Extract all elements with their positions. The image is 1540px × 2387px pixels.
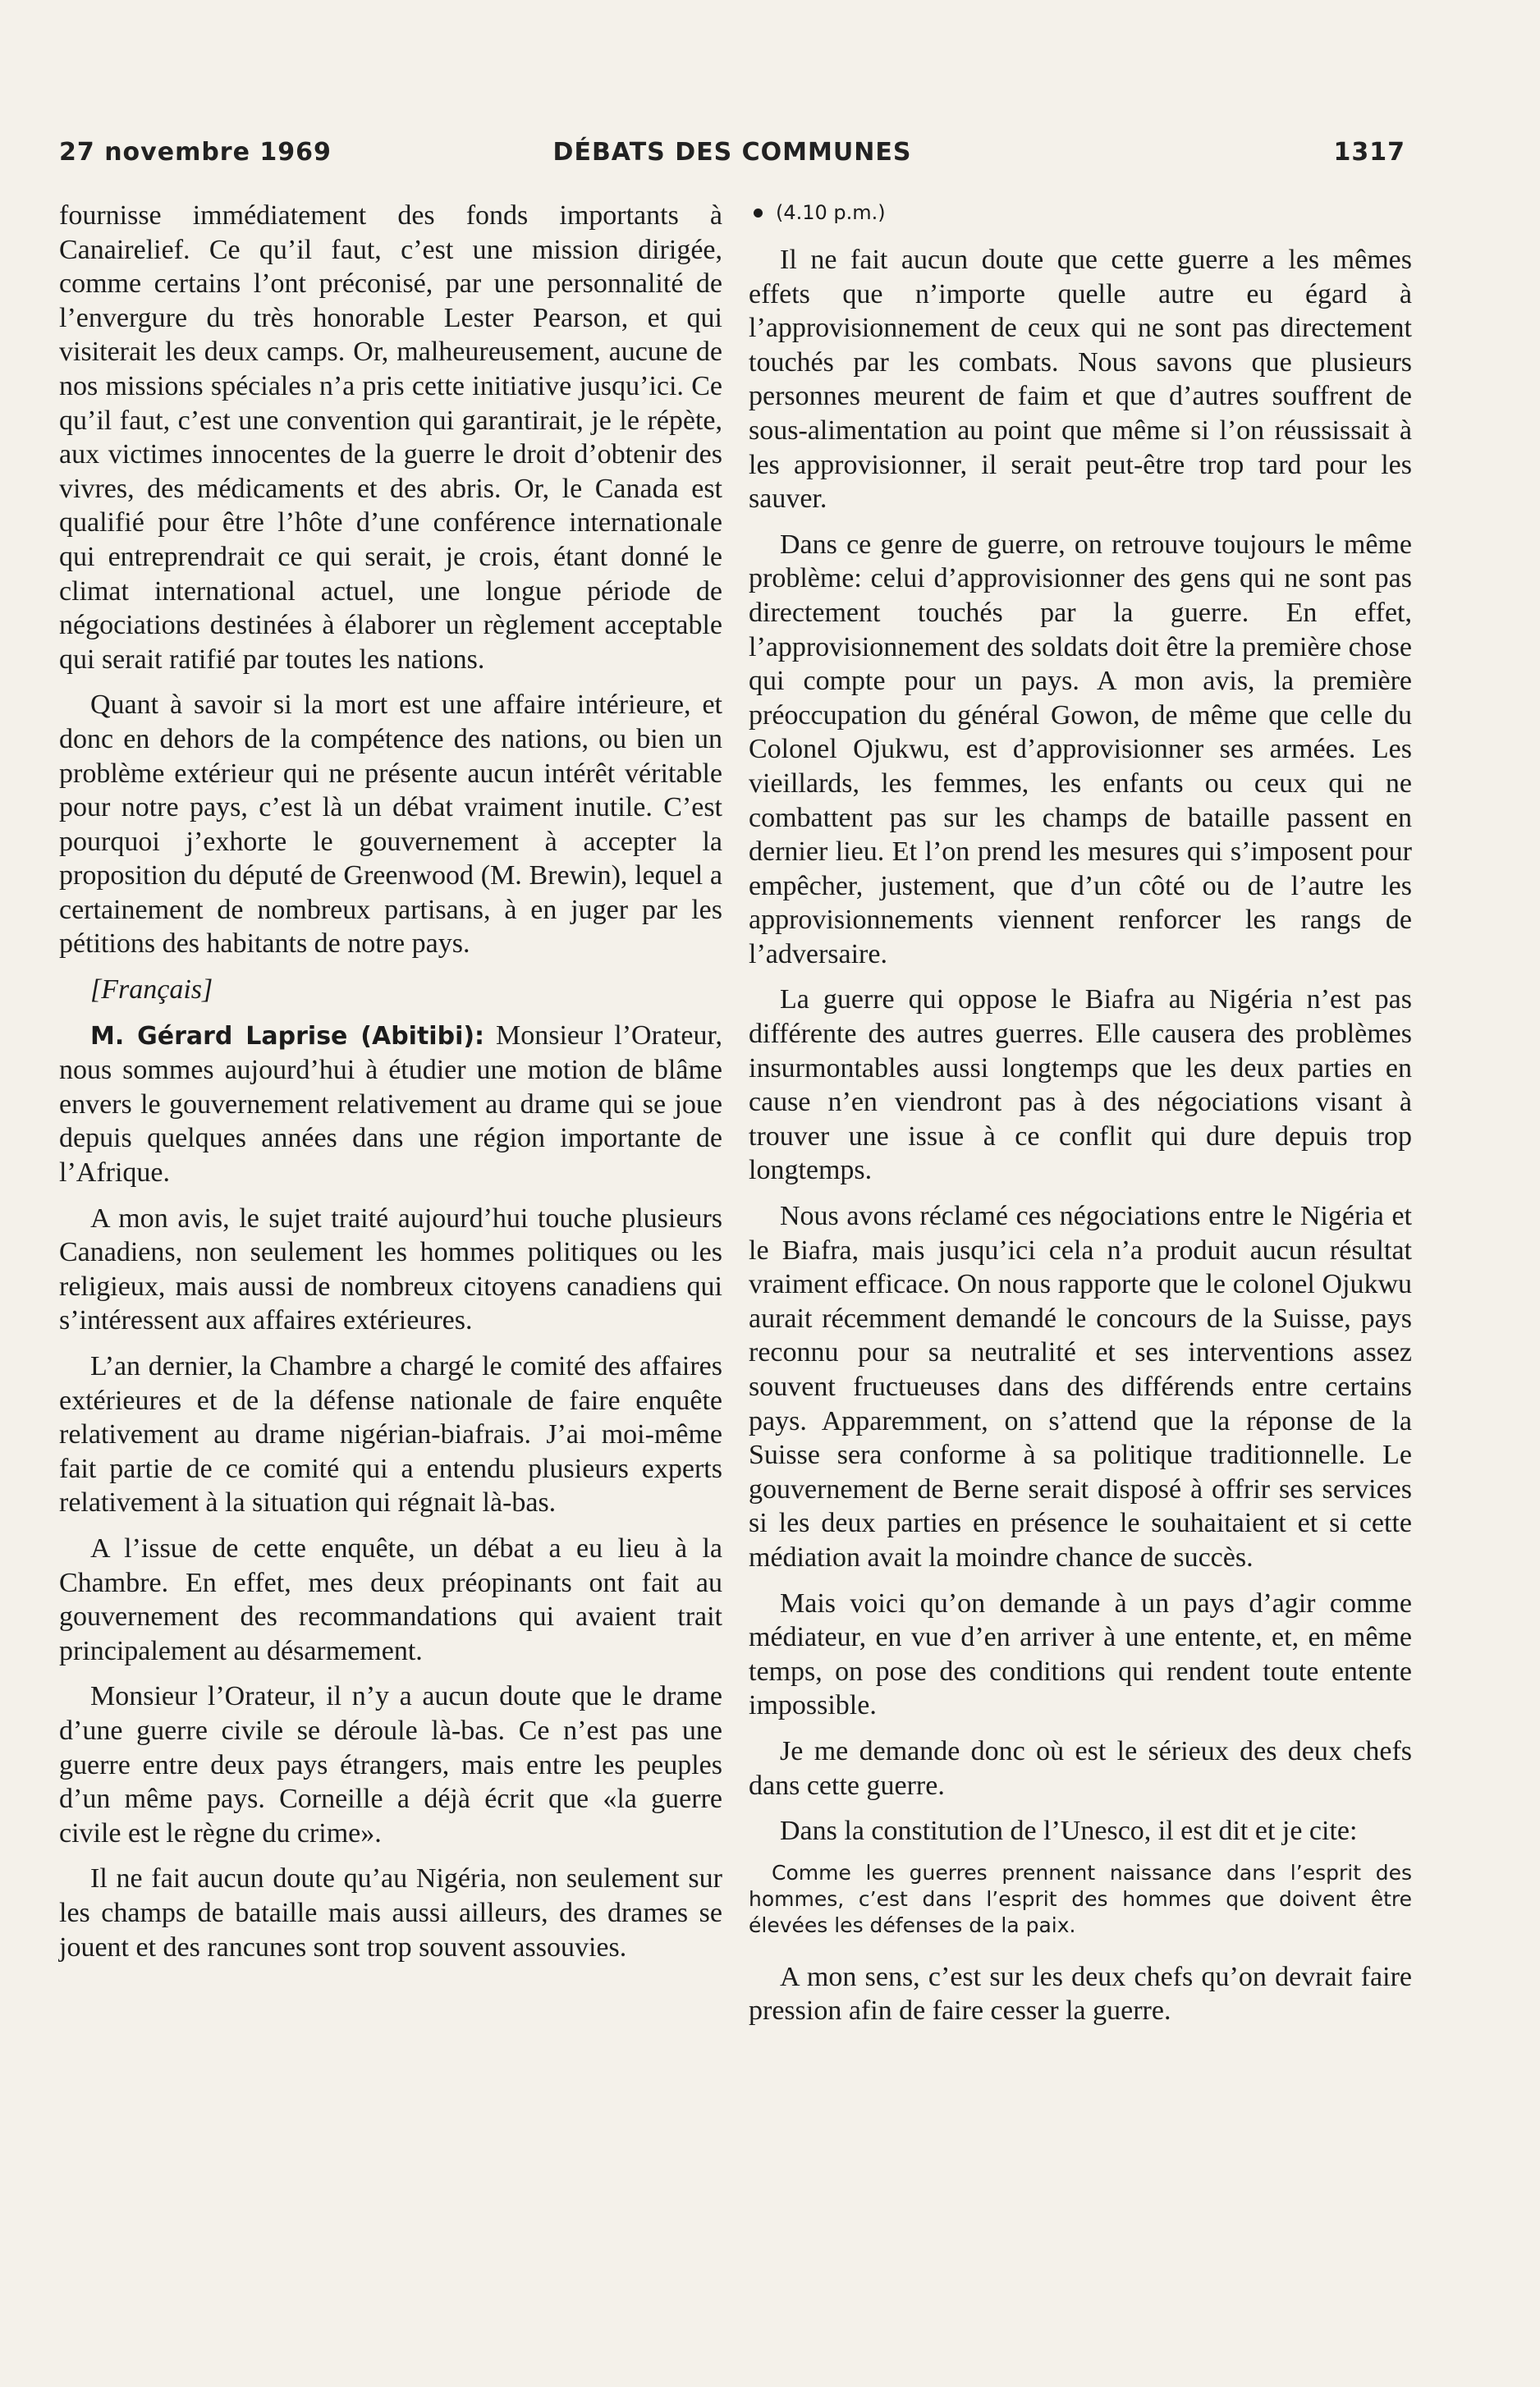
- left-paragraph-3: [59, 1019, 722, 1190]
- left-paragraph-6: A l’issue de cette enquête, un débat a eu lieu à la Chambre. En effet, mes deux préopinants ont fait au gouvernement des recommandations qui avaient trait principalement au désarmement.: [59, 1533, 722, 1666]
- left-paragraph-8: Il ne fait aucun doute qu’au Nigéria, non seulement sur les champs de bataille mais aussi ailleurs, des drames se jouent et des rancunes sont trop souvent assouvies.: [59, 1863, 722, 1963]
- right-column: [749, 199, 1412, 2028]
- left-paragraph-1: fournisse immédiatement des fonds importants à Canairelief. Ce qu’il faut, c’est une mission dirigée, comme certains l’ont préconisé, par une personnalité de l’envergure du très honorable Lester Pearson, et qui visiterait les deux camps. Or, malheureusement, aucune de nos missions spéciales n’a pris cette initiative jusqu’ici. Ce qu’il faut, c’est une convention qui garantirait, je le répète, aux victimes innocentes de la guerre le droit d’obtenir des vivres, des médicaments et des abris. Or, le Canada est qualifié pour être l’hôte d’une conférence internationale qui entreprendrait ce qui serait, je crois, étant donné le climat international actuel, une longue période de négociations destinées à élaborer un règlement acceptable qui serait ratifié par toutes les nations.: [59, 200, 722, 675]
- right-paragraph-6: Je me demande donc où est le sérieux des deux chefs dans cette guerre.: [749, 1735, 1412, 1801]
- unesco-quote: Comme les guerres prennent naissance dans l’esprit des hommes, c’est dans l’esprit des hommes que doivent être élevées les défenses de la paix.: [749, 1860, 1412, 1937]
- right-paragraph-8: A mon sens, c’est sur les deux chefs qu’on devrait faire pression afin de faire cesser la guerre.: [749, 1961, 1412, 2027]
- right-paragraph-1: Il ne fait aucun doute que cette guerre a les mêmes effets que n’importe quelle autre eu égard à l’approvisionnement de ceux qui ne sont pas directement touchés par les combats. Nous savons que plusieurs personnes meurent de faim et que d’autres souffrent de sous-alimentation au point que même si l’on réussissait à les approvisionner, il serait peut-être trop tard pour les sauver.: [749, 245, 1412, 515]
- right-paragraph-2: Dans ce genre de guerre, on retrouve toujours le même problème: celui d’approvisionner des gens qui ne sont pas directement touchés par la guerre. En effet, l’approvisionnement des soldats doit être la première chose qui compte pour un pays. A mon avis, la première préoccupation du général Gowon, de même que celle du Colonel Ojukwu, est d’approvisionner ses armées. Les vieillards, les femmes, les enfants ou ceux qui ne combattent pas sur les champs de bataille passent en dernier lieu. Et l’on prend les mesures qui s’imposent pour empêcher, justement, que d’un côté ou de l’autre les approvisionnements viennent renforcer les rangs de l’adversaire.: [749, 529, 1412, 969]
- left-column: [59, 199, 722, 1964]
- left-paragraph-5: L’an dernier, la Chambre a chargé le comité des affaires extérieures et de la défense nationale de faire enquête relativement au drame nigérian-biafrais. J’ai moi-même fait partie de ce comité qui a entendu plusieurs experts relativement à la situation qui régnait là-bas.: [59, 1351, 722, 1519]
- language-tag: [Français]: [90, 974, 213, 1006]
- speaker-name: M. Gérard Laprise (Abitibi):: [90, 1021, 485, 1051]
- time-marker-text: (4.10 p.m.): [776, 201, 886, 224]
- right-paragraph-5: Mais voici qu’on demande à un pays d’agir comme médiateur, en vue d’en arriver à une entente, et, en même temps, on pose des conditions qui rendent toute entente impossible.: [749, 1588, 1412, 1721]
- header-date: 27 novembre 1969: [59, 138, 332, 167]
- header-page-number: 1317: [1333, 138, 1405, 167]
- speaker-remarks: Monsieur l’Orateur, nous sommes aujourd’hui à étudier une motion de blâme envers le gouvernement relativement au drame qui se joue depuis quelques années dans une région importante de l’Afrique.: [59, 1019, 722, 1189]
- left-paragraph-4: A mon avis, le sujet traité aujourd’hui touche plusieurs Canadiens, non seulement les hommes politiques ou les religieux, mais aussi de nombreux citoyens canadiens qui s’intéressent aux affaires extérieures.: [59, 1203, 722, 1336]
- header-journal-title: DÉBATS DES COMMUNES: [552, 138, 912, 167]
- right-paragraph-3: La guerre qui oppose le Biafra au Nigéria n’est pas différente des autres guerres. Elle causera des problèmes insurmontables aussi longtemps que les deux parties en cause n’en viendront pas à des négociations visant à trouver une issue à ce conflit qui dure depuis trop longtemps.: [749, 984, 1412, 1186]
- right-paragraph-4: Nous avons réclamé ces négociations entre le Nigéria et le Biafra, mais jusqu’ici cela n’a produit aucun résultat vraiment efficace. On nous rapporte que le colonel Ojukwu aurait récemment demandé le concours de la Suisse, pays reconnu pour sa neutralité et ses interventions assez souvent fructueuses dans des différends entre certains pays. Apparemment, on s’attend que la réponse de la Suisse sera conforme à sa politique traditionnelle. Le gouvernement de Berne serait disposé à offrir ses services si les deux parties en présence le souhaitaient et si cette médiation avait la moindre chance de succès.: [749, 1201, 1412, 1573]
- bullet-dot-icon: [754, 208, 763, 218]
- time-marker: [749, 199, 1412, 227]
- right-paragraph-7: Dans la constitution de l’Unesco, il est dit et je cite:: [780, 1816, 1358, 1847]
- left-paragraph-2: Quant à savoir si la mort est une affaire intérieure, et donc en dehors de la compétence des nations, ou bien un problème extérieur qui ne présente aucun intérêt véritable pour notre pays, c’est là un débat vraiment inutile. C’est pourquoi j’exhorte le gouvernement à accepter la proposition du député de Greenwood (M. Brewin), lequel a certainement de nombreux partisans, à en juger par les pétitions des habitants de notre pays.: [59, 690, 722, 960]
- left-paragraph-7: Monsieur l’Orateur, il n’y a aucun doute que le drame d’une guerre civile se déroule là-bas. Ce n’est pas une guerre entre deux pays étrangers, mais entre les peuples d’un même pays. Corneille a déjà écrit que «la guerre civile est le règne du crime».: [59, 1681, 722, 1849]
- page-header: [59, 138, 1405, 174]
